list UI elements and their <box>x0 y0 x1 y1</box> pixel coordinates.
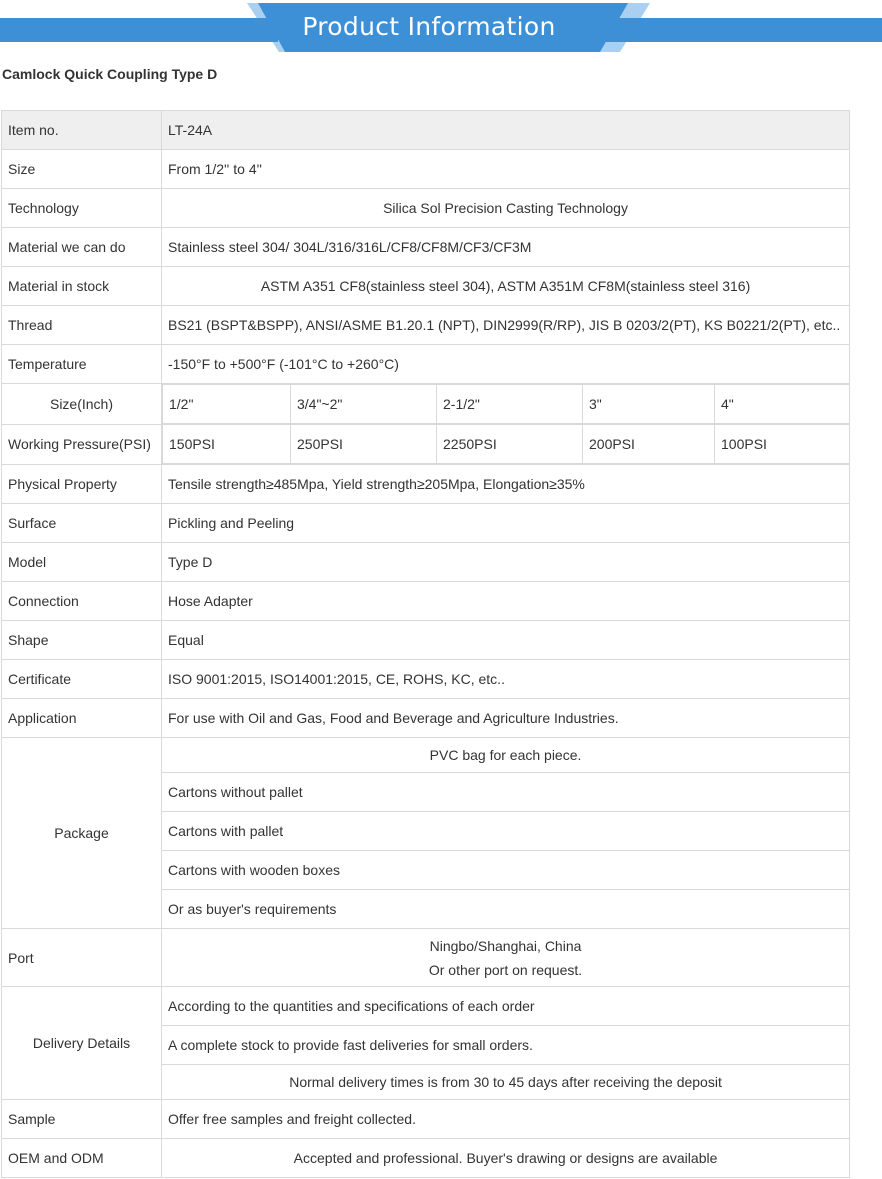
pressure-cell: 200PSI <box>583 425 715 464</box>
table-row <box>2 424 850 465</box>
row-label: Package <box>2 738 162 929</box>
pressure-cell: 150PSI <box>163 425 291 464</box>
row-label: Connection <box>2 582 162 621</box>
table-row <box>2 189 850 228</box>
banner-title: Product Information <box>302 12 556 41</box>
row-label: Material in stock <box>2 267 162 306</box>
row-label: Size <box>2 150 162 189</box>
table-row <box>2 228 850 267</box>
port-line-2: Or other port on request. <box>428 961 583 978</box>
pressure-subcells <box>162 424 850 465</box>
row-value: Pickling and Peeling <box>162 504 850 543</box>
package-option: Or as buyer's requirements <box>162 890 850 929</box>
delivery-detail: According to the quantities and specifications of each order <box>162 987 850 1026</box>
row-label: Shape <box>2 621 162 660</box>
row-value: Type D <box>162 543 850 582</box>
row-label: Technology <box>2 189 162 228</box>
row-value: Stainless steel 304/ 304L/316/316L/CF8/CF8M/CF3/CF3M <box>162 228 850 267</box>
table-row <box>2 699 850 738</box>
table-row <box>2 1139 850 1178</box>
row-label: OEM and ODM <box>2 1139 162 1178</box>
port-value <box>162 929 850 987</box>
package-option: Cartons with pallet <box>162 812 850 851</box>
row-value: -150°F to +500°F (-101°C to +260°C) <box>162 345 850 384</box>
package-option: Cartons without pallet <box>162 773 850 812</box>
row-value: ASTM A351 CF8(stainless steel 304), ASTM A351M CF8M(stainless steel 316) <box>162 267 850 306</box>
pressure-cell: 250PSI <box>291 425 437 464</box>
row-value: From 1/2'' to 4'' <box>162 150 850 189</box>
package-option: Cartons with wooden boxes <box>162 851 850 890</box>
row-label: Model <box>2 543 162 582</box>
table-row <box>2 1100 850 1139</box>
delivery-detail: A complete stock to provide fast deliveries for small orders. <box>162 1026 850 1065</box>
row-value: Tensile strength≥485Mpa, Yield strength≥205Mpa, Elongation≥35% <box>162 465 850 504</box>
table-row <box>2 504 850 543</box>
size-cell: 3" <box>583 385 715 424</box>
table-row <box>2 267 850 306</box>
row-value: LT-24A <box>162 111 850 150</box>
table-row <box>2 111 850 150</box>
row-label: Surface <box>2 504 162 543</box>
table-row <box>2 465 850 504</box>
delivery-detail: Normal delivery times is from 30 to 45 days after receiving the deposit <box>162 1065 850 1100</box>
row-value: Hose Adapter <box>162 582 850 621</box>
table-row <box>2 621 850 660</box>
table-row <box>2 660 850 699</box>
row-label: Physical Property <box>2 465 162 504</box>
row-value: Equal <box>162 621 850 660</box>
row-value: Offer free samples and freight collected. <box>162 1100 850 1139</box>
row-label: Application <box>2 699 162 738</box>
table-row <box>2 929 850 987</box>
size-cell: 3/4"~2" <box>291 385 437 424</box>
row-label: Certificate <box>2 660 162 699</box>
product-name: Camlock Quick Coupling Type D <box>2 66 218 82</box>
row-label: Size(Inch) <box>2 384 162 425</box>
size-cell: 4" <box>715 385 850 424</box>
table-row <box>2 306 850 345</box>
table-row <box>2 150 850 189</box>
size-subcells <box>162 384 850 425</box>
row-value: ISO 9001:2015, ISO14001:2015, CE, ROHS, KC, etc.. <box>162 660 850 699</box>
row-label: Sample <box>2 1100 162 1139</box>
table-row <box>2 738 850 773</box>
row-label: Item no. <box>2 111 162 150</box>
port-line-1: Ningbo/Shanghai, China <box>429 937 582 954</box>
pressure-cell: 100PSI <box>715 425 850 464</box>
row-label: Temperature <box>2 345 162 384</box>
specification-table <box>1 110 850 1178</box>
row-label: Material we can do <box>2 228 162 267</box>
row-label: Working Pressure(PSI) <box>2 424 162 465</box>
table-row <box>2 987 850 1026</box>
row-label: Delivery Details <box>2 987 162 1100</box>
row-label: Port <box>2 929 162 987</box>
table-row <box>2 543 850 582</box>
package-option: PVC bag for each piece. <box>162 738 850 773</box>
row-value: BS21 (BSPT&BSPP), ANSI/ASME B1.20.1 (NPT), DIN2999(R/RP), JIS B 0203/2(PT), KS B0221/2(PT), etc.. <box>162 306 850 345</box>
row-value: Accepted and professional. Buyer's drawing or designs are available <box>162 1139 850 1178</box>
row-label: Thread <box>2 306 162 345</box>
size-cell: 2-1/2" <box>437 385 583 424</box>
pressure-cell: 2250PSI <box>437 425 583 464</box>
product-information-banner <box>0 0 882 55</box>
size-cell: 1/2" <box>163 385 291 424</box>
row-value: For use with Oil and Gas, Food and Beverage and Agriculture Industries. <box>162 699 850 738</box>
table-row <box>2 345 850 384</box>
table-row <box>2 582 850 621</box>
table-row <box>2 384 850 425</box>
row-value: Silica Sol Precision Casting Technology <box>162 189 850 228</box>
